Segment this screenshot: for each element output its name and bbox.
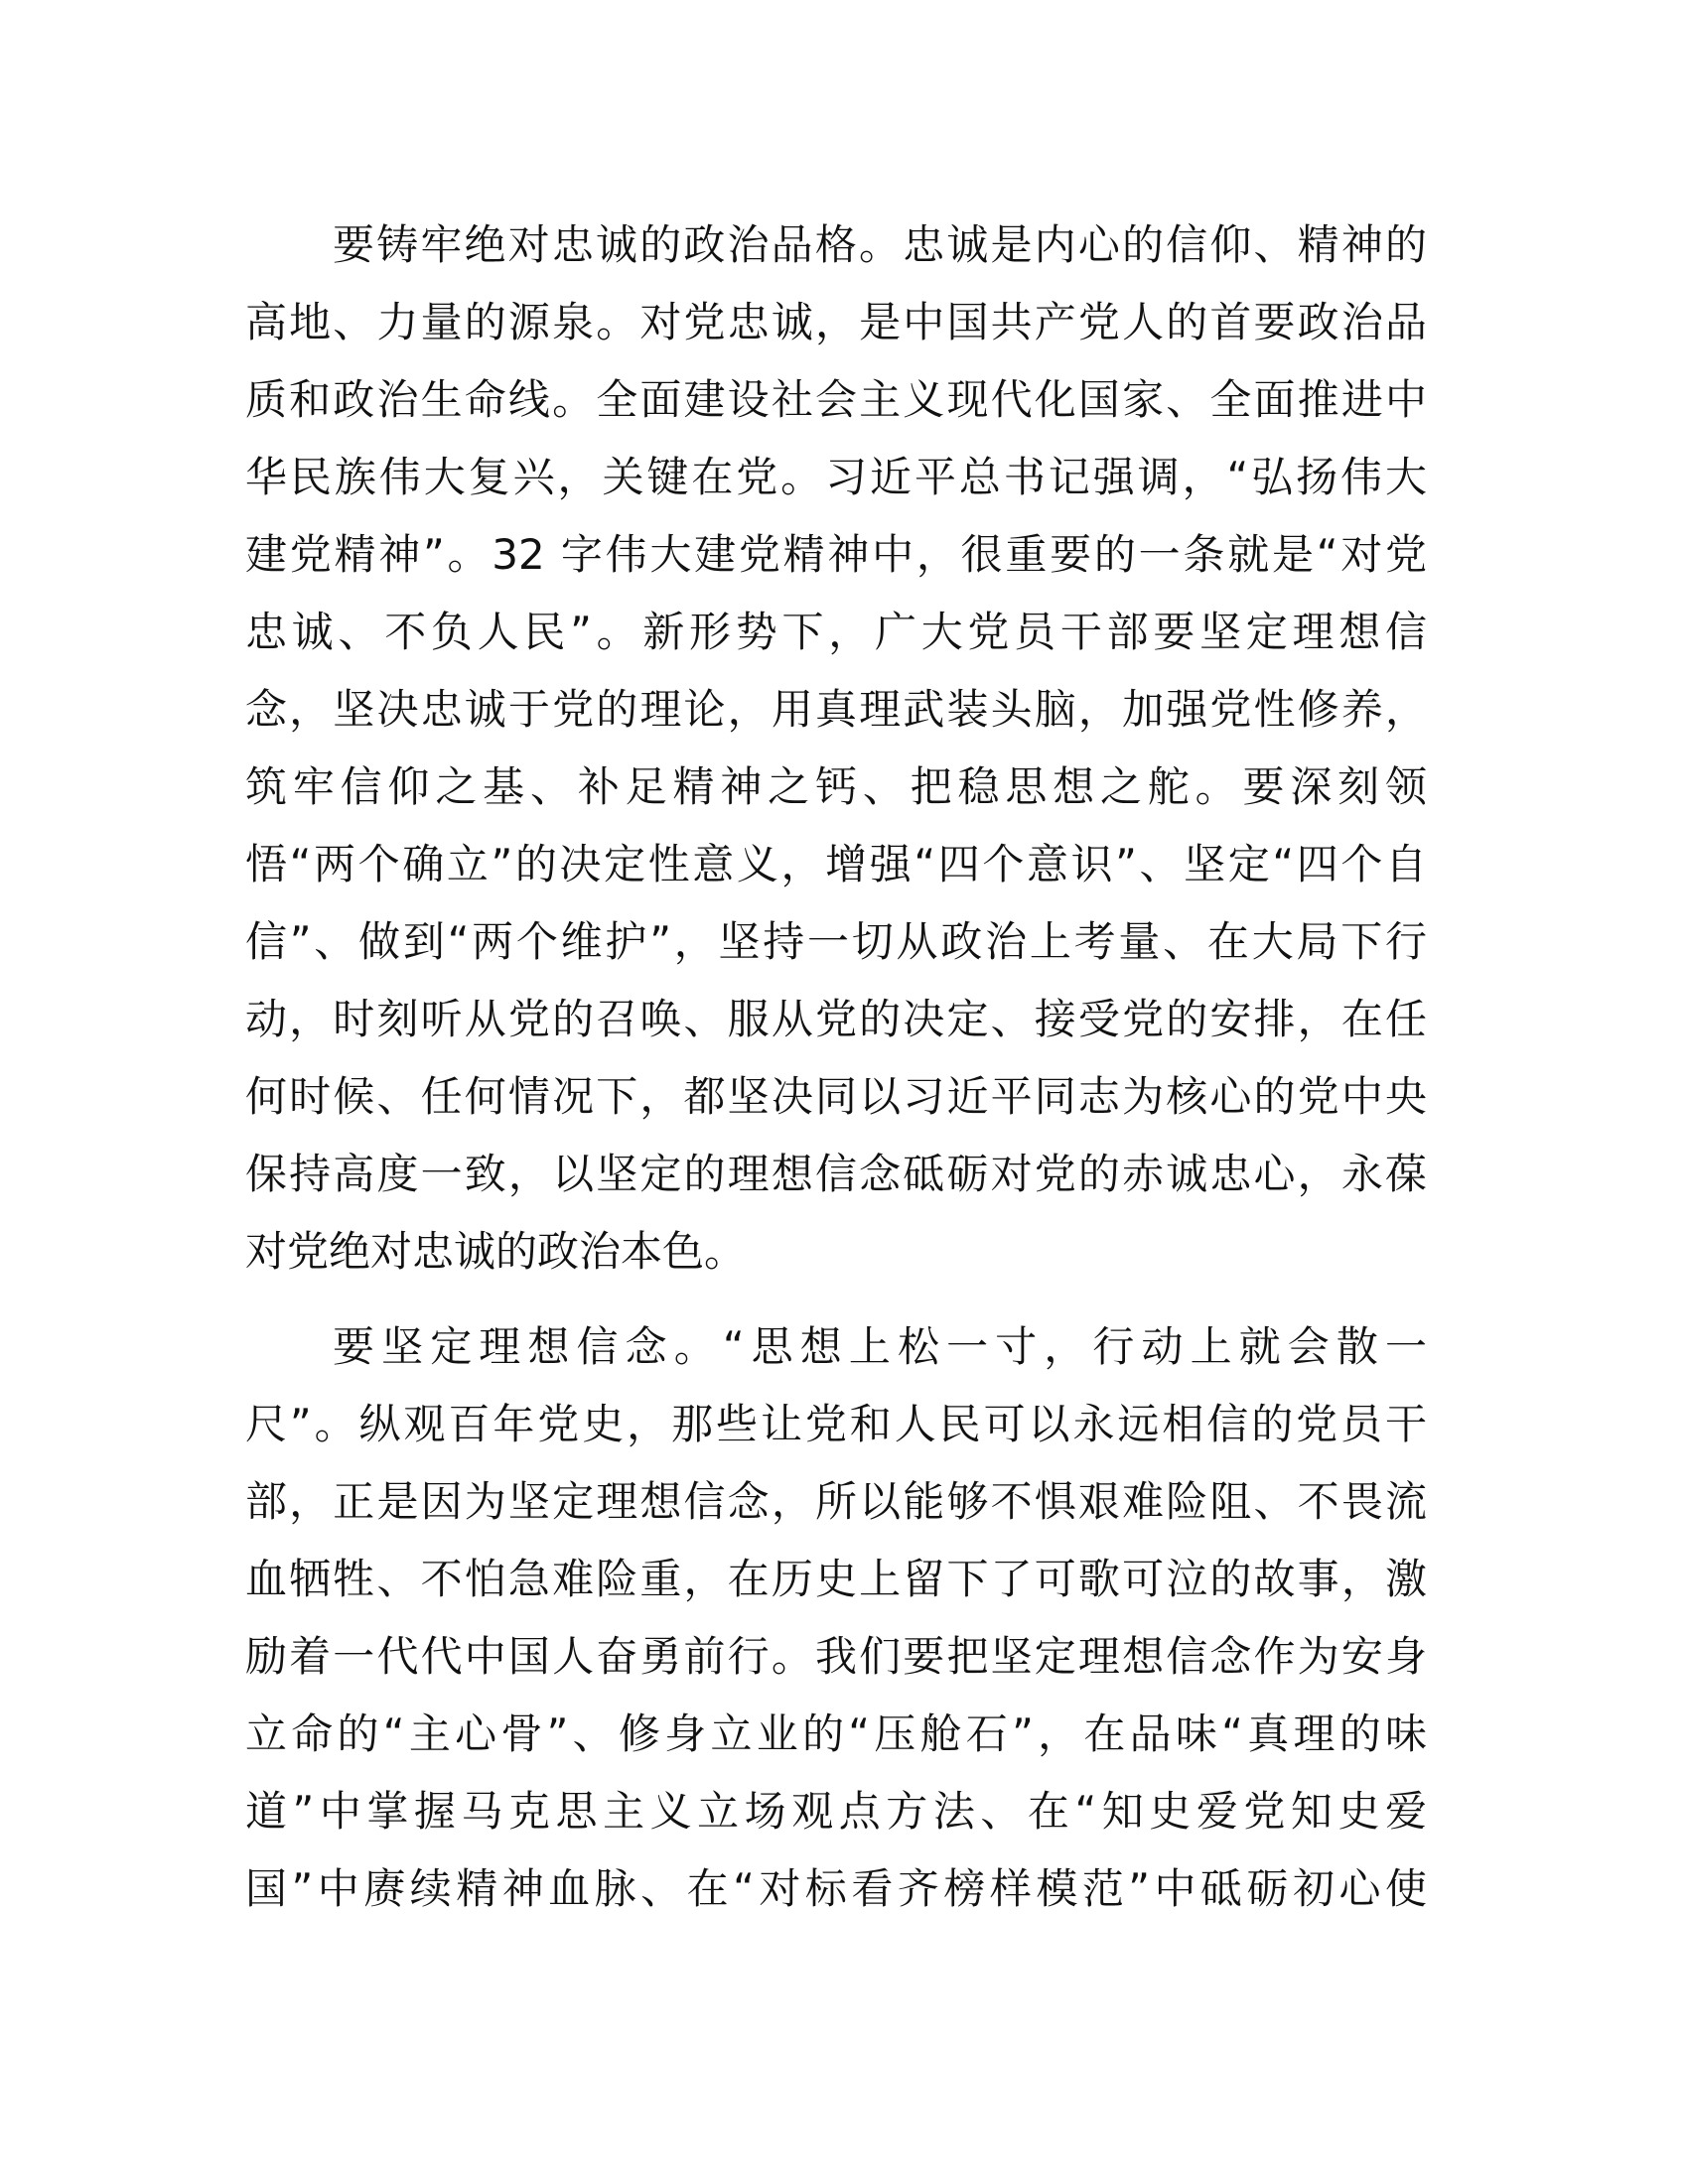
paragraph-loyalty [245, 206, 1427, 1291]
text-line: 励着一代代中国人奋勇前行。我们要把坚定理想信念作为安身 [245, 1632, 1427, 1681]
text-line: 国”中赓续精神血脉、在“对标看齐榜样模范”中砥砺初心使 [245, 1864, 1427, 1913]
text-line: 信”、做到“两个维护”，坚持一切从政治上考量、在大局下行 [245, 917, 1427, 966]
text-line: 念，坚决忠诚于党的理论，用真理武装头脑，加强党性修养， [245, 685, 1427, 734]
text-line: 部，正是因为坚定理想信念，所以能够不惧艰难险阻、不畏流 [245, 1477, 1427, 1526]
text-line: 建党精神”。32 字伟大建党精神中，很重要的一条就是“对党 [245, 530, 1427, 579]
text-line: 高地、力量的源泉。对党忠诚，是中国共产党人的首要政治品 [245, 298, 1427, 346]
text-line: 动，时刻听从党的召唤、服从党的决定、接受党的安排，在任 [245, 995, 1427, 1043]
document-page [245, 206, 1427, 1946]
text-line: 道”中掌握马克思主义立场观点方法、在“知史爱党知史爱 [245, 1787, 1427, 1836]
text-line: 筑牢信仰之基、补足精神之钙、把稳思想之舵。要深刻领 [245, 762, 1427, 811]
text-line: 要铸牢绝对忠诚的政治品格。忠诚是内心的信仰、精神的 [333, 220, 1427, 269]
text-line: 华民族伟大复兴，关键在党。习近平总书记强调，“弘扬伟大 [245, 453, 1427, 501]
text-line: 何时候、任何情况下，都坚决同以习近平同志为核心的党中央 [245, 1072, 1427, 1121]
text-line: 对党绝对忠诚的政治本色。 [245, 1227, 747, 1276]
text-line: 要坚定理想信念。“思想上松一寸，行动上就会散一 [333, 1322, 1427, 1371]
text-line: 质和政治生命线。全面建设社会主义现代化国家、全面推进中 [245, 375, 1427, 424]
text-line: 立命的“主心骨”、修身立业的“压舱石”，在品味“真理的味 [245, 1709, 1427, 1758]
text-line: 忠诚、不负人民”。新形势下，广大党员干部要坚定理想信 [245, 608, 1427, 656]
text-line: 血牺牲、不怕急难险重，在历史上留下了可歌可泣的故事，激 [245, 1555, 1427, 1603]
text-line: 保持高度一致，以坚定的理想信念砥砺对党的赤诚忠心，永葆 [245, 1150, 1427, 1198]
paragraph-ideals [245, 1308, 1427, 1928]
text-line: 尺”。纵观百年党史，那些让党和人民可以永远相信的党员干 [245, 1400, 1427, 1448]
text-line: 悟“两个确立”的决定性意义，增强“四个意识”、坚定“四个自 [245, 840, 1427, 888]
